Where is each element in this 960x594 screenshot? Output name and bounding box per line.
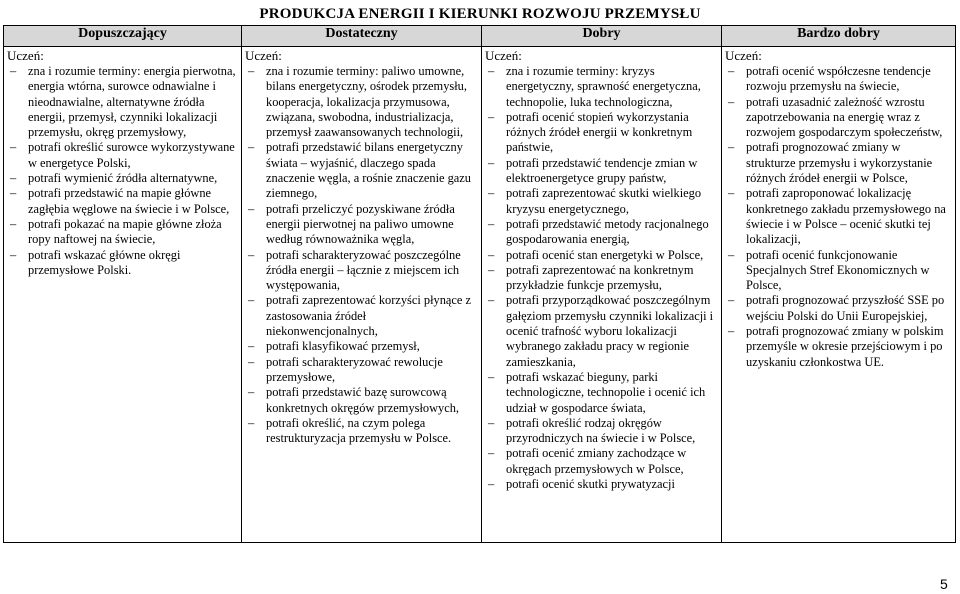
requirement-item: – potrafi wymienić źródła alternatywne, (7, 171, 238, 186)
header-dobry: Dobry (482, 26, 722, 47)
requirement-item: – potrafi zaprezentować korzyści płynące z zastosowania źródeł niekonwencjonalnych, (245, 293, 478, 339)
requirement-item: – potrafi ocenić stopień wykorzystania różnych źródeł energii w konkretnym państwie, (485, 110, 718, 156)
requirement-item: – potrafi zaprezentować na konkretnym przykładzie funkcje przemysłu, (485, 263, 718, 294)
requirement-item: – zna i rozumie terminy: energia pierwotna, energia wtórna, surowce odnawialne i nieodnawialne, alternatywne źródła energii, przemysł, czynniki lokalizacji przemysłu, okręg przemysłowy, (7, 64, 238, 140)
requirement-item: – zna i rozumie terminy: kryzys energetyczny, sprawność energetyczna, technopolie, luka technologiczna, (485, 64, 718, 110)
requirement-item: – potrafi ocenić zmiany zachodzące w okręgach przemysłowych w Polsce, (485, 446, 718, 477)
content-row (4, 47, 956, 543)
requirement-item: – potrafi przedstawić tendencje zmian w elektroenergetyce grupy państw, (485, 156, 718, 187)
requirement-item: – potrafi scharakteryzować rewolucje przemysłowe, (245, 355, 478, 386)
requirement-item: – potrafi klasyfikować przemysł, (245, 339, 478, 354)
cell-dostateczny (242, 47, 482, 543)
requirement-item: – potrafi prognozować zmiany w strukturze przemysłu i wykorzystanie różnych źródeł energii w Polsce, (725, 140, 952, 186)
grade-requirements-table (3, 25, 956, 543)
requirements-list (725, 64, 952, 370)
requirement-item: – potrafi zaprezentować skutki wielkiego kryzysu energetycznego, (485, 186, 718, 217)
requirement-item: – zna i rozumie terminy: paliwo umowne, bilans energetyczny, ośrodek przemysłu, kooperacja, lokalizacja przymusowa, związana, swobodna, industrializacja, przemysł zaawansowanych technologii, (245, 64, 478, 140)
requirements-list (245, 64, 478, 446)
header-bardzo-dobry: Bardzo dobry (722, 26, 956, 47)
requirement-item: – potrafi ocenić współczesne tendencje rozwoju przemysłu na świecie, (725, 64, 952, 95)
header-dopuszczajacy: Dopuszczający (4, 26, 242, 47)
page-number: 5 (940, 576, 948, 592)
requirement-item: – potrafi wskazać główne okręgi przemysłowe Polski. (7, 248, 238, 279)
requirement-item: – potrafi przyporządkować poszczególnym gałęziom przemysłu czynniki lokalizacji i ocenić trafność wyboru lokalizacji wybranego zakładu pracy w regionie zamieszkania, (485, 293, 718, 369)
requirements-list (485, 64, 718, 492)
requirement-item: – potrafi ocenić stan energetyki w Polsce, (485, 248, 718, 263)
requirement-item: – potrafi uzasadnić zależność wzrostu zapotrzebowania na energię wraz z rozwojem gospodarczym społeczeństw, (725, 95, 952, 141)
cell-dopuszczajacy (4, 47, 242, 543)
requirement-item: – potrafi przedstawić na mapie główne zagłębia węglowe na świecie i w Polsce, (7, 186, 238, 217)
requirement-item: – potrafi przeliczyć pozyskiwane źródła energii pierwotnej na paliwo umowne według równoważnika węgla, (245, 202, 478, 248)
cell-bardzo-dobry (722, 47, 956, 543)
cell-intro: Uczeń: (725, 48, 762, 63)
cell-intro: Uczeń: (245, 48, 282, 63)
requirement-item: – potrafi zaproponować lokalizację konkretnego zakładu przemysłowego na świecie i w Polsce – ocenić skutki tej lokalizacji, (725, 186, 952, 247)
cell-dobry (482, 47, 722, 543)
requirement-item: – potrafi przedstawić bazę surowcową konkretnych okręgów przemysłowych, (245, 385, 478, 416)
requirement-item: – potrafi przedstawić metody racjonalnego gospodarowania energią, (485, 217, 718, 248)
document-title: PRODUKCJA ENERGII I KIERUNKI ROZWOJU PRZEMYSŁU (259, 6, 701, 22)
requirement-item: – potrafi pokazać na mapie główne złoża ropy naftowej na świecie, (7, 217, 238, 248)
requirement-item: – potrafi określić rodzaj okręgów przyrodniczych na świecie i w Polsce, (485, 416, 718, 447)
requirement-item: – potrafi określić surowce wykorzystywane w energetyce Polski, (7, 140, 238, 171)
cell-intro: Uczeń: (485, 48, 522, 63)
header-dostateczny: Dostateczny (242, 26, 482, 47)
requirement-item: – potrafi prognozować przyszłość SSE po wejściu Polski do Unii Europejskiej, (725, 293, 952, 324)
header-row (4, 26, 956, 47)
requirement-item: – potrafi określić, na czym polega restrukturyzacja przemysłu w Polsce. (245, 416, 478, 447)
cell-intro: Uczeń: (7, 48, 44, 63)
requirements-list (7, 64, 238, 278)
requirement-item: – potrafi ocenić skutki prywatyzacji (485, 477, 718, 492)
requirement-item: – potrafi przedstawić bilans energetyczny świata – wyjaśnić, dlaczego spada znaczenie węgla, a rośnie znaczenie gazu ziemnego, (245, 140, 478, 201)
requirement-item: – potrafi scharakteryzować poszczególne źródła energii – łącznie z miejscem ich występowania, (245, 248, 478, 294)
requirement-item: – potrafi ocenić funkcjonowanie Specjalnych Stref Ekonomicznych w Polsce, (725, 248, 952, 294)
requirement-item: – potrafi prognozować zmiany w polskim przemyśle w okresie przejściowym i po uzyskaniu członkostwa UE. (725, 324, 952, 370)
requirement-item: – potrafi wskazać bieguny, parki technologiczne, technopolie i ocenić ich udział w gospodarce świata, (485, 370, 718, 416)
